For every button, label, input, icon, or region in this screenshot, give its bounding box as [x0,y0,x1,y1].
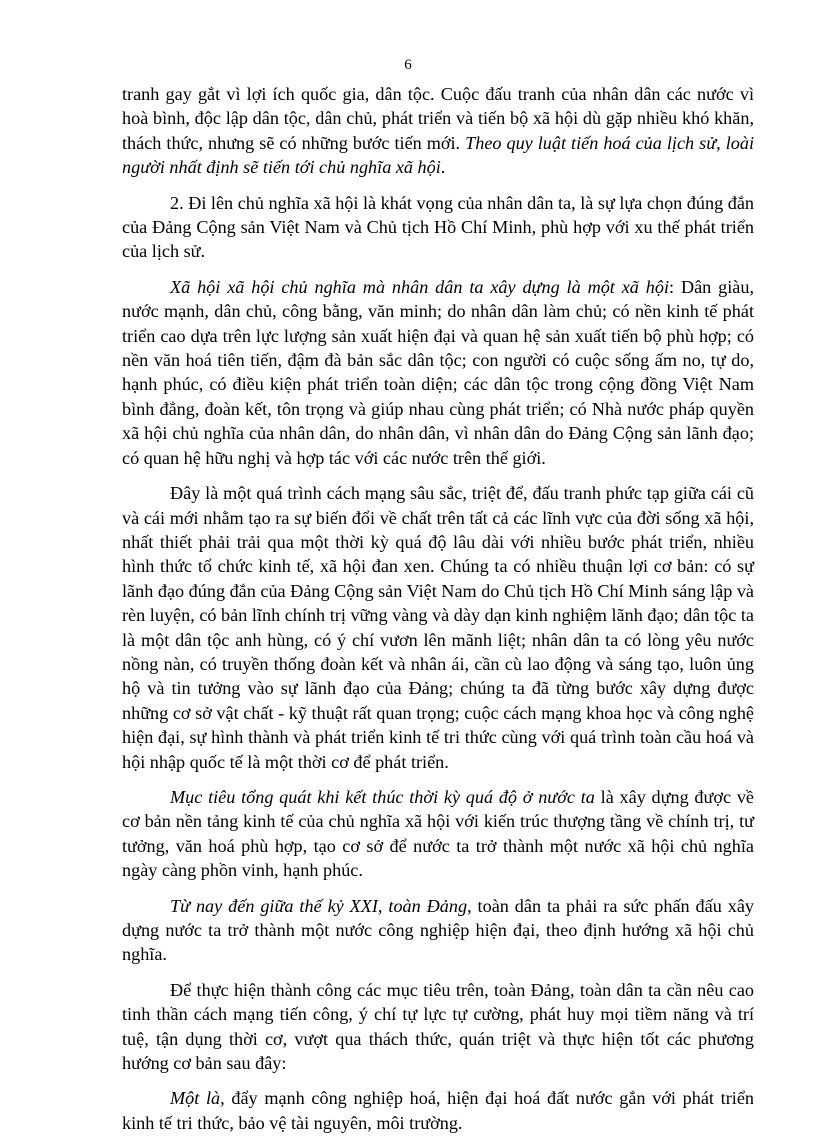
italic-text-run: Xã hội xã hội chủ nghĩa mà nhân dân ta xây dựng là một xã hội [170,276,670,297]
text-run: , toàn dân ta phải ra sức phấn đấu xây dựng nước ta trở thành một nước công nghiệp hiện đại, theo định hướng xã hội chủ nghĩa. [122,895,754,965]
text-run: là xây dựng được về cơ bản nền tảng kinh tế của chủ nghĩa xã hội với kiến trúc thượng tầng về chính trị, tư tưởng, văn hoá phù hợp, tạo cơ sở để nước ta trở thành một nước xã hội chủ nghĩa ngày càng phồn vinh, hạnh phúc. [122,786,754,881]
paragraph-p3 [122,481,754,774]
paragraph-p6 [122,978,754,1076]
paragraph-p2 [122,275,754,470]
text-run: 2. Đi lên chủ nghĩa xã hội là khát vọng của nhân dân ta, là sự lựa chọn đúng đắn của Đảng Cộng sản Việt Nam và Chủ tịch Hồ Chí Minh, phù hợp với xu thế phát triển của lịch sử. [122,192,754,262]
italic-text-run: Theo quy luật tiến hoá của lịch sử, loài người nhất định sẽ tiến tới chủ nghĩa xã hội [122,132,754,178]
paragraph-p5 [122,894,754,967]
text-run: Đây là một quá trình cách mạng sâu sắc, triệt để, đấu tranh phức tạp giữa cái cũ và cái mới nhằm tạo ra sự biến đổi về chất trên tất cả các lĩnh vực của đời sống xã hội, nhất thiết phải trải qua một thời kỳ quá độ lâu dài với nhiều bước phát triển, nhiều hình thức tổ chức kinh tế, xã hội đan xen. Chúng ta có nhiều thuận lợi cơ bản: có sự lãnh đạo đúng đắn của Đảng Cộng sản Việt Nam do Chủ tịch Hồ Chí Minh sáng lập và rèn luyện, có bản lĩnh chính trị vững vàng và dày dạn kinh nghiệm lãnh đạo; dân tộc ta là một dân tộc anh hùng, có ý chí vươn lên mãnh liệt; nhân dân ta có lòng yêu nước nồng nàn, có truyền thống đoàn kết và nhân ái, cần cù lao động và sáng tạo, luôn ủng hộ và tin tưởng vào sự lãnh đạo của Đảng; chúng ta đã từng bước xây dựng được những cơ sở vật chất - kỹ thuật rất quan trọng; cuộc cách mạng khoa học và công nghệ hiện đại, sự hình thành và phát triển kinh tế tri thức cùng với quá trình toàn cầu hoá và hội nhập quốc tế là một thời cơ để phát triển. [122,483,755,772]
text-run: tranh gay gắt vì lợi ích quốc gia, dân tộc. Cuộc đấu tranh của nhân dân các nước vì hoà bình, độc lập dân tộc, dân chủ, phát triển và tiến bộ xã hội dù gặp nhiều khó khăn, thách thức, nhưng sẽ có những bước tiến mới. [122,84,754,153]
italic-text-run: Từ nay đến giữa thế kỷ XXI, toàn Đảng [170,895,468,916]
text-run: : Dân giàu, nước mạnh, dân chủ, công bằng, văn minh; do nhân dân làm chủ; có nền kinh tế phát triển cao dựa trên lực lượng sản xuất hiện đại và quan hệ sản xuất tiến bộ phù hợp; có nền văn hoá tiên tiến, đậm đà bản sắc dân tộc; con người có cuộc sống ấm no, tự do, hạnh phúc, có điều kiện phát triển toàn diện; các dân tộc trong cộng đồng Việt Nam bình đẳng, đoàn kết, tôn trọng và giúp nhau cùng phát triển; có Nhà nước pháp quyền xã hội chủ nghĩa của nhân dân, do nhân dân, vì nhân dân do Đảng Cộng sản lãnh đạo; có quan hệ hữu nghị và hợp tác với các nước trên thế giới. [122,276,754,468]
text-run: Để thực hiện thành công các mục tiêu trên, toàn Đảng, toàn dân ta cần nêu cao tinh thần cách mạng tiến công, ý chí tự lực tự cường, phát huy mọi tiềm năng và trí tuệ, tận dụng thời cơ, vượt qua thách thức, quán triệt và thực hiện tốt các phương hướng cơ bản sau đây: [122,979,754,1074]
paragraph-p0 [122,82,754,180]
text-run: . [440,157,446,178]
document-body [122,82,754,1146]
paragraph-p4 [122,785,754,883]
paragraph-p1 [122,191,754,264]
page-number: 6 [404,57,412,73]
italic-text-run: Một là, [170,1088,225,1109]
text-run: đẩy mạnh công nghiệp hoá, hiện đại hoá đất nước gắn với phát triển kinh tế tri thức, bảo vệ tài nguyên, môi trường. [122,1088,754,1133]
paragraph-p7 [122,1086,754,1135]
italic-text-run: Mục tiêu tổng quát khi kết thúc thời kỳ quá độ ở nước ta [170,786,595,807]
